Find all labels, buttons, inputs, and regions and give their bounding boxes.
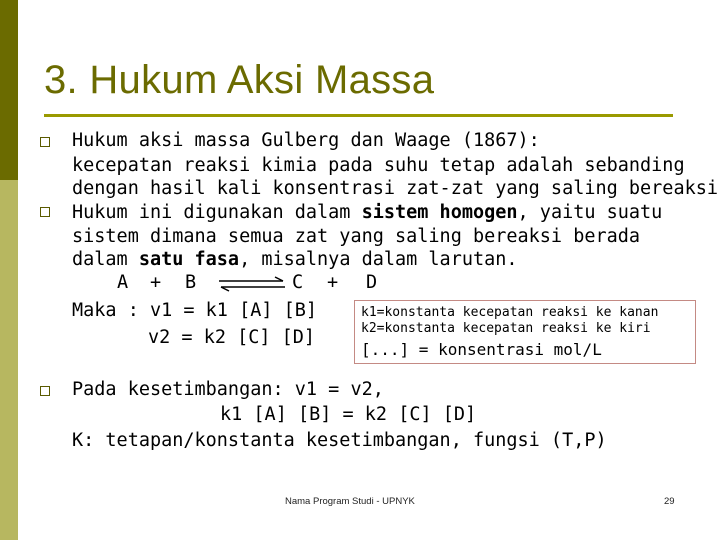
bullet3-line1: Pada kesetimbangan: v1 = v2, xyxy=(72,379,384,400)
bullet2-line3-bold: satu fasa xyxy=(138,249,240,270)
product-d: D xyxy=(366,272,378,293)
k2-definition: k2=konstanta kecepatan reaksi ke kiri xyxy=(361,321,651,336)
definition-box xyxy=(354,300,696,364)
bullet-icon xyxy=(40,207,50,217)
slide-title: 3. Hukum Aksi Massa xyxy=(44,58,435,102)
bullet-icon xyxy=(40,137,50,147)
bullet1-line3: dengan hasil kali konsentrasi zat-zat yang saling bereaksi xyxy=(72,178,719,199)
bullet2-line2: sistem dimana semua zat yang saling bereaksi berada xyxy=(72,226,641,247)
reaction-plus-2: + xyxy=(327,272,339,293)
footer-source: Nama Program Studi - UPNYK xyxy=(285,496,415,507)
bullet2-line3 xyxy=(72,249,518,271)
bullet1-line2: kecepatan reaksi kimia pada suhu tetap adalah sebanding xyxy=(72,155,685,176)
rate-equation-v1: Maka : v1 = k1 [A] [B] xyxy=(72,300,318,321)
reactant-a: A xyxy=(117,272,129,293)
reactant-b: B xyxy=(185,272,197,293)
rate-equation-v2: v2 = k2 [C] [D] xyxy=(148,327,316,348)
k1-definition: k1=konstanta kecepatan reaksi ke kanan xyxy=(361,305,659,320)
slide-side-bar-lower xyxy=(0,180,18,540)
product-c: C xyxy=(292,272,304,293)
title-underline xyxy=(44,114,673,117)
bullet-icon xyxy=(40,386,50,396)
bullet2-line1-post: , yaitu suatu xyxy=(517,202,663,223)
slide-side-bar xyxy=(0,0,18,540)
reaction-plus-1: + xyxy=(150,272,162,293)
bullet1-line1: Hukum aksi massa Gulberg dan Waage (1867): xyxy=(72,130,540,151)
bullet2-line3-post: , misalnya dalam larutan. xyxy=(239,249,518,270)
page-number: 29 xyxy=(664,496,675,507)
bullet2-line1 xyxy=(72,202,662,224)
bullet3-line2: k1 [A] [B] = k2 [C] [D] xyxy=(220,404,477,425)
equilibrium-arrow-icon xyxy=(217,276,287,292)
bullet2-line3-pre: dalam xyxy=(72,249,139,270)
concentration-definition: [...] = konsentrasi mol/L xyxy=(361,340,602,359)
bullet3-line3: K: tetapan/konstanta kesetimbangan, fungsi (T,P) xyxy=(72,430,607,451)
bullet2-line1-pre: Hukum ini digunakan dalam xyxy=(72,202,362,223)
bullet2-line1-bold: sistem homogen xyxy=(361,202,518,223)
